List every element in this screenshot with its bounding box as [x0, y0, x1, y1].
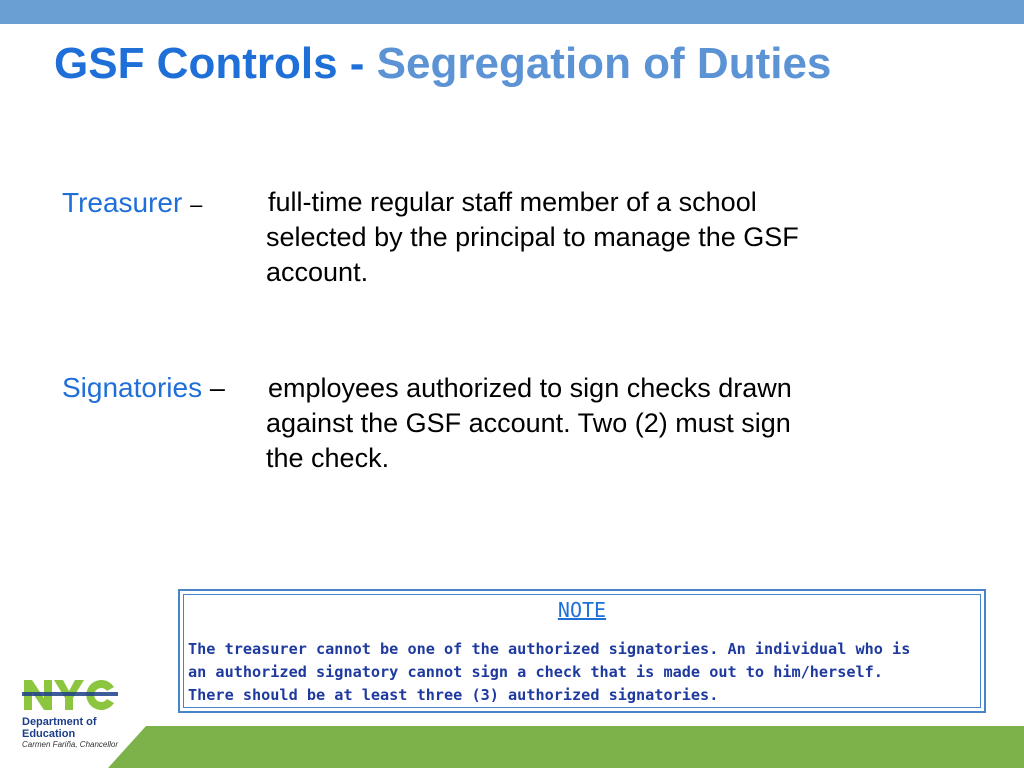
note-line: There should be at least three (3) authorized signatories. — [188, 686, 719, 704]
note-heading: NOTE — [557, 598, 607, 622]
definition-line: the check. — [266, 443, 390, 473]
logo-department-text — [22, 716, 97, 740]
note-body — [188, 638, 976, 707]
nyc-wordmark-logo — [22, 678, 118, 712]
definition-dash: – — [190, 192, 203, 217]
logo-dept-line2: Education — [22, 728, 76, 740]
definition-term: Treasurer — [62, 187, 183, 218]
title-separator: - — [337, 39, 377, 88]
logo-dept-line1: Department of — [22, 716, 97, 728]
definition-dash: – — [209, 373, 225, 403]
definition-line: selected by the principal to manage the GSF — [266, 222, 799, 252]
definition-line: account. — [266, 257, 369, 287]
bottom-green-wedge — [0, 726, 1024, 768]
nyc-doe-logo — [22, 678, 119, 749]
title-subtitle: Segregation of Duties — [376, 39, 832, 88]
note-box — [178, 589, 986, 713]
note-line: an authorized signatory cannot sign a check that is made out to him/herself. — [188, 663, 883, 681]
definition-term: Signatories — [62, 372, 203, 403]
slide-title — [54, 38, 831, 90]
definition-line: employees authorized to sign checks drawn — [268, 373, 792, 403]
note-line: The treasurer cannot be one of the authorized signatories. An individual who is — [188, 640, 911, 658]
definition-line: against the GSF account. Two (2) must sign — [266, 408, 791, 438]
definition-line: full-time regular staff member of a school — [268, 187, 757, 217]
title-main: GSF Controls — [54, 39, 338, 88]
top-banner-bar — [0, 0, 1024, 24]
logo-chancellor-text: Carmen Fariña, Chancellor — [22, 740, 119, 749]
